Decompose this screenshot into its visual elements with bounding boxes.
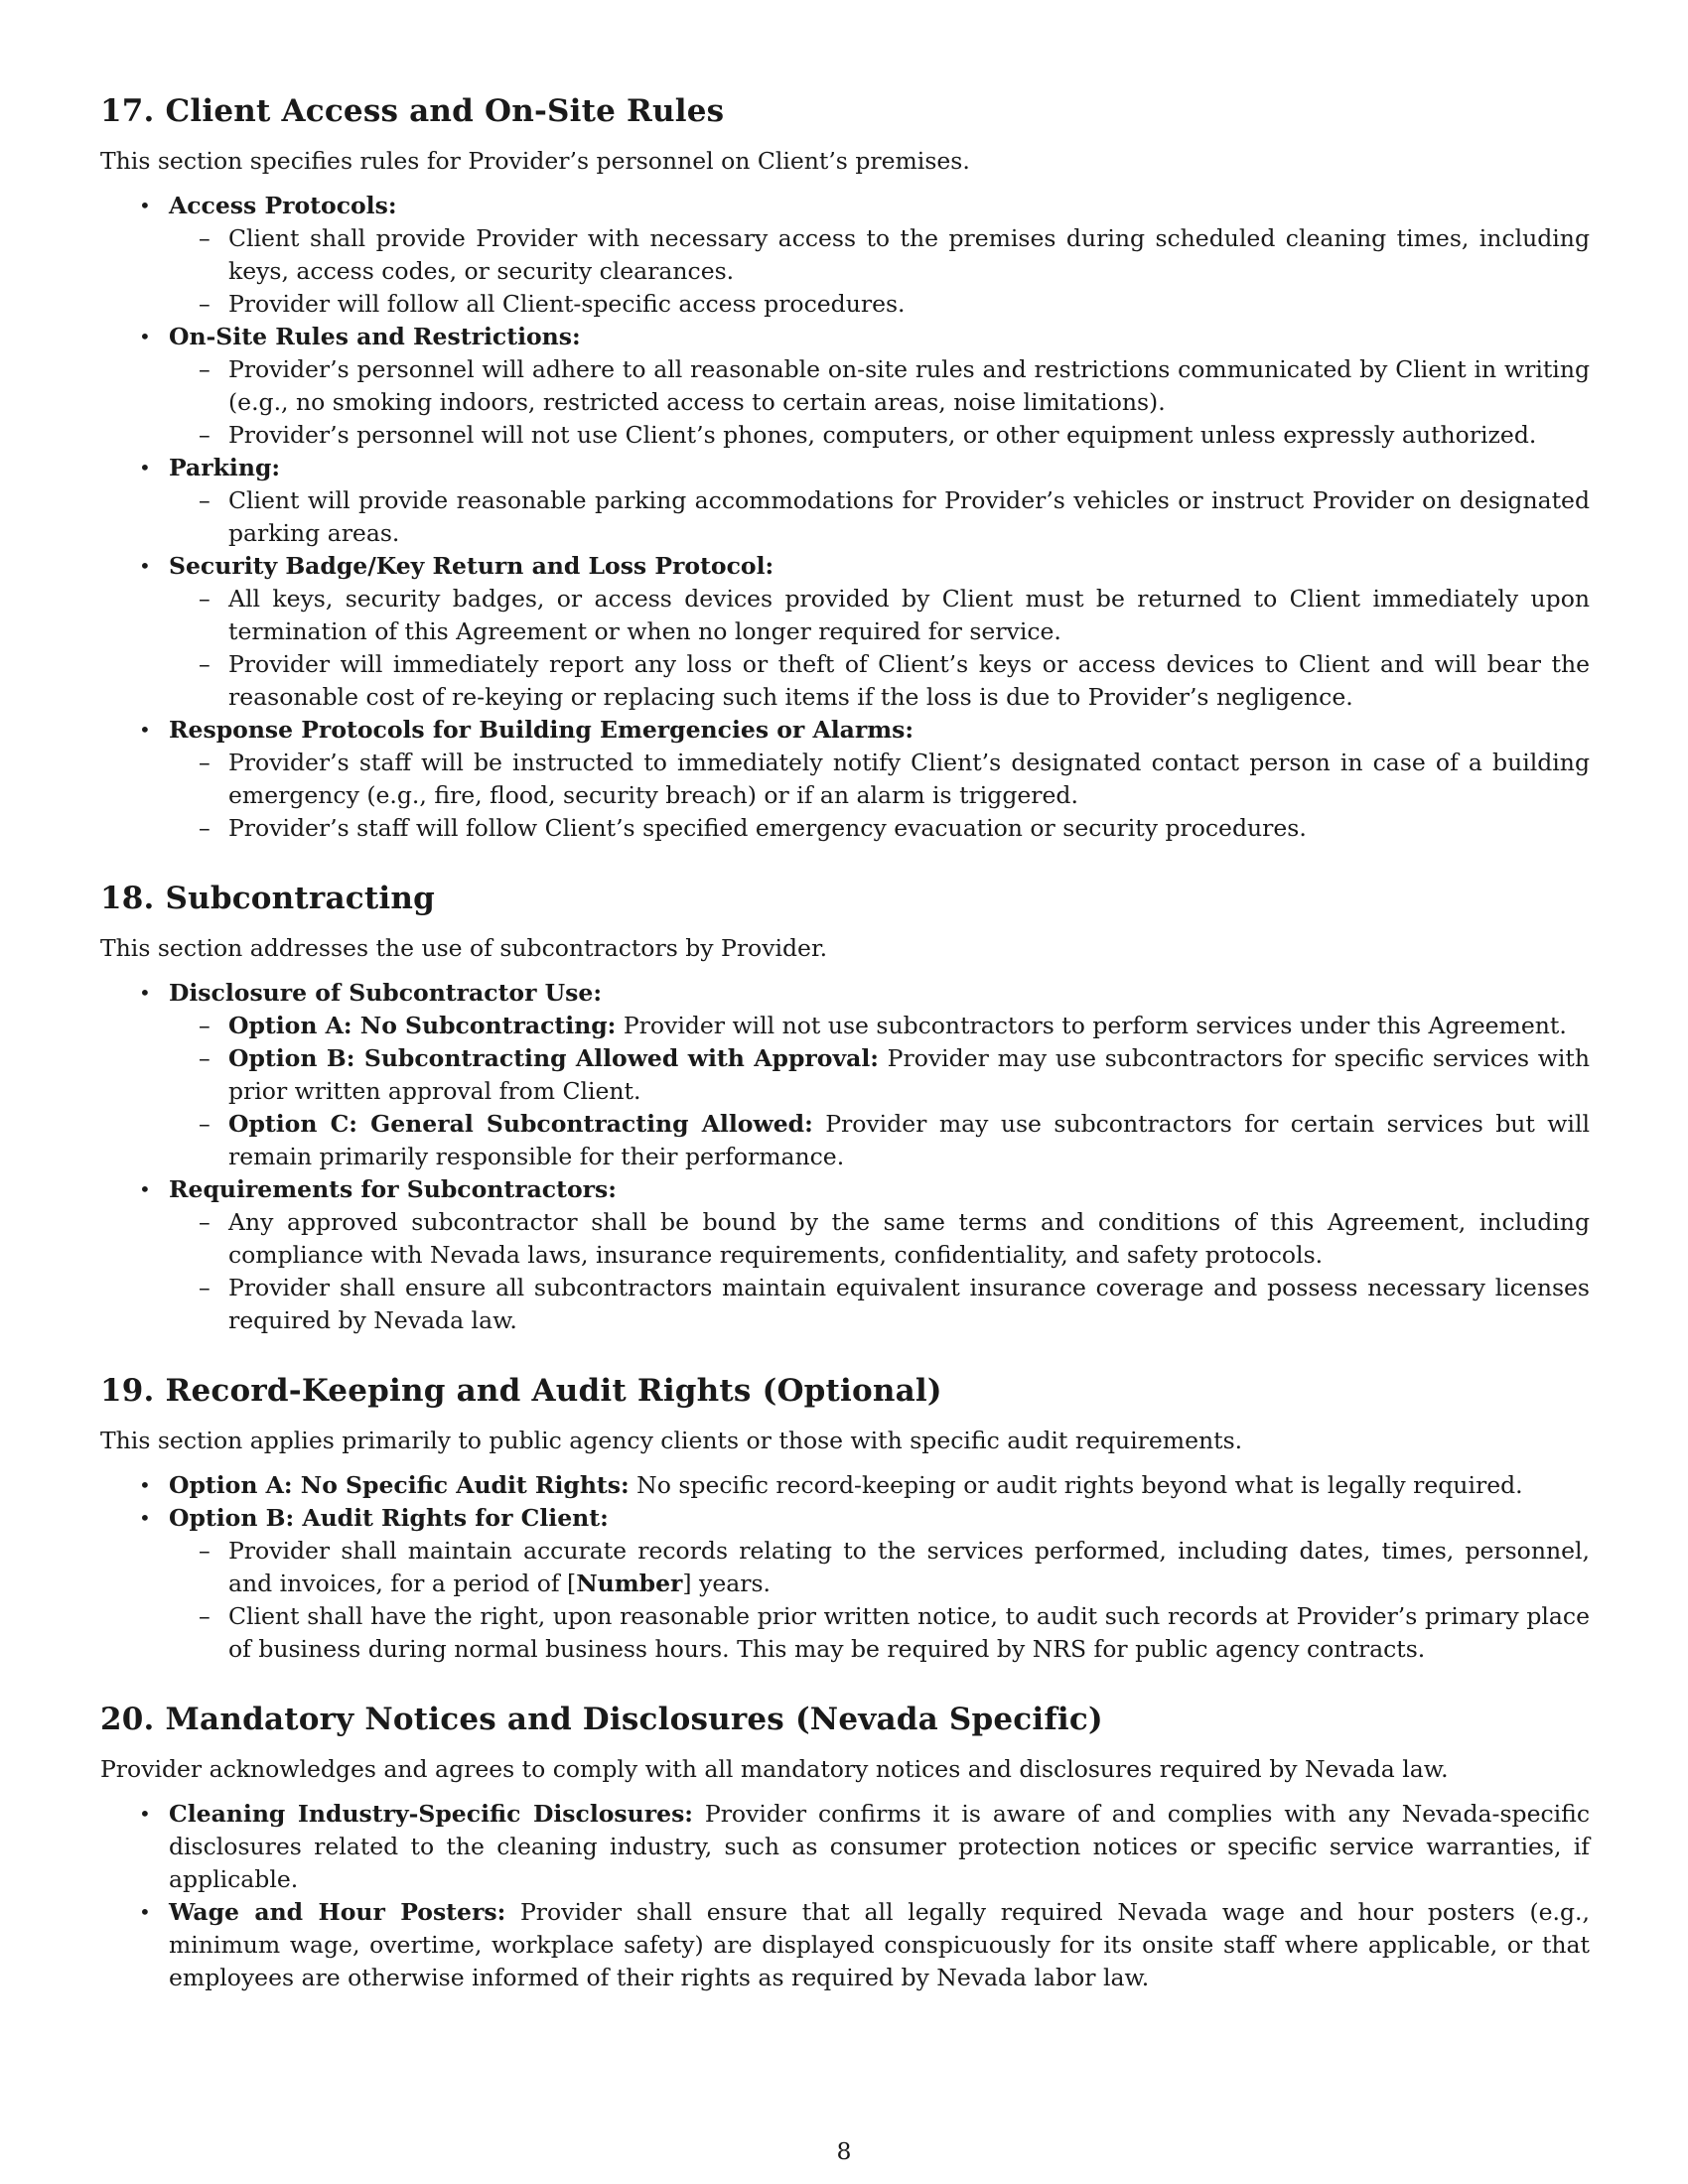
sub-item-text: Provider’s personnel will adhere to all reasonable on-site rules and restrictions communicated by Client in writing (e.g., no smoking indoors, restricted access to certain areas, noise limitations).	[228, 355, 1590, 416]
sub-item-text: Provider’s personnel will not use Client’s phones, computers, or other equipment unless expressly authorized.	[228, 421, 1537, 449]
section-heading: 18. Subcontracting	[100, 881, 435, 916]
placeholder-number: Number	[576, 1570, 683, 1597]
list-item	[100, 1173, 1590, 1337]
sub-list	[169, 1535, 1590, 1666]
section-17	[100, 91, 1590, 845]
option-text: Provider may use subcontractors for certain services but will remain primarily responsible for their performance.	[228, 1110, 1590, 1170]
sub-item-text: Client shall provide Provider with necessary access to the premises during scheduled cleaning times, including keys, access codes, or security clearances.	[228, 224, 1590, 285]
item-text: Provider shall ensure that all legally required Nevada wage and hour posters (e.g., minimum wage, overtime, workplace safety) are displayed conspicuously for its onsite staff where applicable, or that employees are otherwise informed of their rights as required by Nevada labor law.	[169, 1898, 1590, 1991]
list-item	[100, 190, 1590, 321]
sub-item-text: All keys, security badges, or access devices provided by Client must be returned to Client immediately upon termination of this Agreement or when no longer required for service.	[228, 585, 1590, 645]
sub-item	[169, 812, 1590, 845]
item-title: Response Protocols for Building Emergencies or Alarms:	[169, 716, 914, 744]
sub-item-text: Provider’s staff will follow Client’s specified emergency evacuation or security procedures.	[228, 814, 1307, 842]
option-label: Option C: General Subcontracting Allowed:	[228, 1110, 813, 1138]
item-label: Wage and Hour Posters:	[169, 1898, 506, 1926]
section-18	[100, 879, 1590, 1337]
option-text: Provider may use subcontractors for specific services with prior written approval from Client.	[228, 1044, 1590, 1105]
item-text: Provider confirms it is aware of and complies with any Nevada-specific disclosures related to the cleaning industry, such as consumer protection notices or specific service warranties, if applicable.	[169, 1800, 1590, 1893]
section-heading: 20. Mandatory Notices and Disclosures (Nevada Specific)	[100, 1702, 1103, 1737]
dash-icon: –	[199, 650, 211, 678]
section-intro: This section specifies rules for Provider’s personnel on Client’s premises.	[100, 147, 970, 175]
item-title: Parking:	[169, 454, 281, 481]
bullet-icon: •	[139, 1506, 151, 1530]
sub-item	[169, 1272, 1590, 1337]
document-page	[100, 91, 1590, 2028]
sub-item	[169, 484, 1590, 550]
dash-icon: –	[199, 1208, 211, 1236]
dash-icon: –	[199, 1537, 211, 1565]
dash-icon: –	[199, 1602, 211, 1630]
option-text: Provider will not use subcontractors to perform services under this Agreement.	[623, 1012, 1567, 1039]
list-item	[100, 1896, 1590, 1994]
sub-item	[169, 747, 1590, 812]
bullet-icon: •	[139, 1177, 151, 1201]
sub-item	[169, 419, 1590, 452]
sub-item	[169, 583, 1590, 648]
bullet-icon: •	[139, 1900, 151, 1924]
sub-item-text: Provider shall ensure all subcontractors maintain equivalent insurance coverage and possess necessary licenses required by Nevada law.	[228, 1274, 1590, 1334]
sub-item	[169, 1535, 1590, 1600]
bullet-icon: •	[139, 554, 151, 578]
dash-icon: –	[199, 1274, 211, 1301]
dash-icon: –	[199, 585, 211, 613]
sub-list	[169, 583, 1590, 714]
list-item	[100, 1502, 1590, 1666]
sub-list	[169, 747, 1590, 845]
dash-icon: –	[199, 1110, 211, 1138]
sub-item-text: Any approved subcontractor shall be bound by the same terms and conditions of this Agreement, including compliance with Nevada laws, insurance requirements, confidentiality, and safety protocols.	[228, 1208, 1590, 1269]
dash-icon: –	[199, 224, 211, 252]
item-title: On-Site Rules and Restrictions:	[169, 323, 581, 350]
sub-item-text-end: ] years.	[682, 1570, 772, 1597]
list-item	[100, 977, 1590, 1173]
sub-item-text: Provider shall maintain accurate records relating to the services performed, including dates, times, personnel, and invoices, for a period of [	[228, 1537, 1590, 1597]
list-item	[100, 1798, 1590, 1896]
bullet-icon: •	[139, 456, 151, 479]
bullet-icon: •	[139, 1473, 151, 1497]
section-intro: This section applies primarily to public agency clients or those with specific audit requirements.	[100, 1427, 1243, 1454]
sub-list	[169, 222, 1590, 321]
list-item	[100, 1469, 1590, 1502]
sub-item-text: Client shall have the right, upon reasonable prior written notice, to audit such records at Provider’s primary place of business during normal business hours. This may be required by NRS for public agency contracts.	[228, 1602, 1590, 1663]
dash-icon: –	[199, 1044, 211, 1072]
bullet-icon: •	[139, 981, 151, 1005]
sub-item	[169, 1108, 1590, 1173]
item-label: Cleaning Industry-Specific Disclosures:	[169, 1800, 693, 1828]
option-label: Option B: Subcontracting Allowed with Approval:	[228, 1044, 879, 1072]
item-title: Disclosure of Subcontractor Use:	[169, 979, 603, 1007]
dash-icon: –	[199, 749, 211, 776]
bullet-icon: •	[139, 194, 151, 217]
item-title: Security Badge/Key Return and Loss Protocol:	[169, 552, 774, 580]
sub-item	[169, 222, 1590, 288]
sub-item-text: Provider will immediately report any loss or theft of Client’s keys or access devices to Client and will bear the reasonable cost of re-keying or replacing such items if the loss is due to Provider’s negligence.	[228, 650, 1590, 711]
list-item	[100, 714, 1590, 845]
section-19	[100, 1371, 1590, 1666]
bullet-list	[100, 977, 1590, 1337]
sub-list	[169, 484, 1590, 550]
bullet-list	[100, 190, 1590, 845]
page-number: 8	[836, 2137, 852, 2165]
dash-icon: –	[199, 814, 211, 842]
sub-item	[169, 1010, 1590, 1042]
dash-icon: –	[199, 1012, 211, 1039]
list-item	[100, 550, 1590, 714]
item-title: Requirements for Subcontractors:	[169, 1175, 617, 1203]
sub-list	[169, 1206, 1590, 1337]
sub-item-text: Provider will follow all Client-specific access procedures.	[228, 290, 906, 318]
section-intro: Provider acknowledges and agrees to comply with all mandatory notices and disclosures required by Nevada law.	[100, 1755, 1449, 1783]
item-title: Access Protocols:	[169, 192, 397, 219]
sub-item	[169, 648, 1590, 714]
sub-item	[169, 288, 1590, 321]
dash-icon: –	[199, 355, 211, 383]
option-label: Option A: No Subcontracting:	[228, 1012, 617, 1039]
list-item	[100, 321, 1590, 452]
sub-list	[169, 353, 1590, 452]
bullet-list	[100, 1469, 1590, 1666]
section-heading: 19. Record-Keeping and Audit Rights (Optional)	[100, 1373, 942, 1409]
sub-item-text: Client will provide reasonable parking accommodations for Provider’s vehicles or instruct Provider on designated parking areas.	[228, 486, 1590, 547]
dash-icon: –	[199, 421, 211, 449]
sub-item	[169, 1206, 1590, 1272]
dash-icon: –	[199, 290, 211, 318]
bullet-icon: •	[139, 325, 151, 348]
section-20	[100, 1700, 1590, 1994]
option-text: No specific record-keeping or audit rights beyond what is legally required.	[636, 1471, 1523, 1499]
sub-item	[169, 1042, 1590, 1108]
section-heading: 17. Client Access and On-Site Rules	[100, 93, 725, 129]
sub-item	[169, 1600, 1590, 1666]
sub-list	[169, 1010, 1590, 1173]
sub-item	[169, 353, 1590, 419]
option-label: Option B: Audit Rights for Client:	[169, 1504, 609, 1532]
list-item	[100, 452, 1590, 550]
bullet-icon: •	[139, 718, 151, 742]
section-intro: This section addresses the use of subcontractors by Provider.	[100, 934, 828, 962]
option-label: Option A: No Specific Audit Rights:	[169, 1471, 630, 1499]
bullet-list	[100, 1798, 1590, 1994]
bullet-icon: •	[139, 1802, 151, 1826]
dash-icon: –	[199, 486, 211, 514]
sub-item-text: Provider’s staff will be instructed to immediately notify Client’s designated contact person in case of a building emergency (e.g., fire, flood, security breach) or if an alarm is triggered.	[228, 749, 1590, 809]
